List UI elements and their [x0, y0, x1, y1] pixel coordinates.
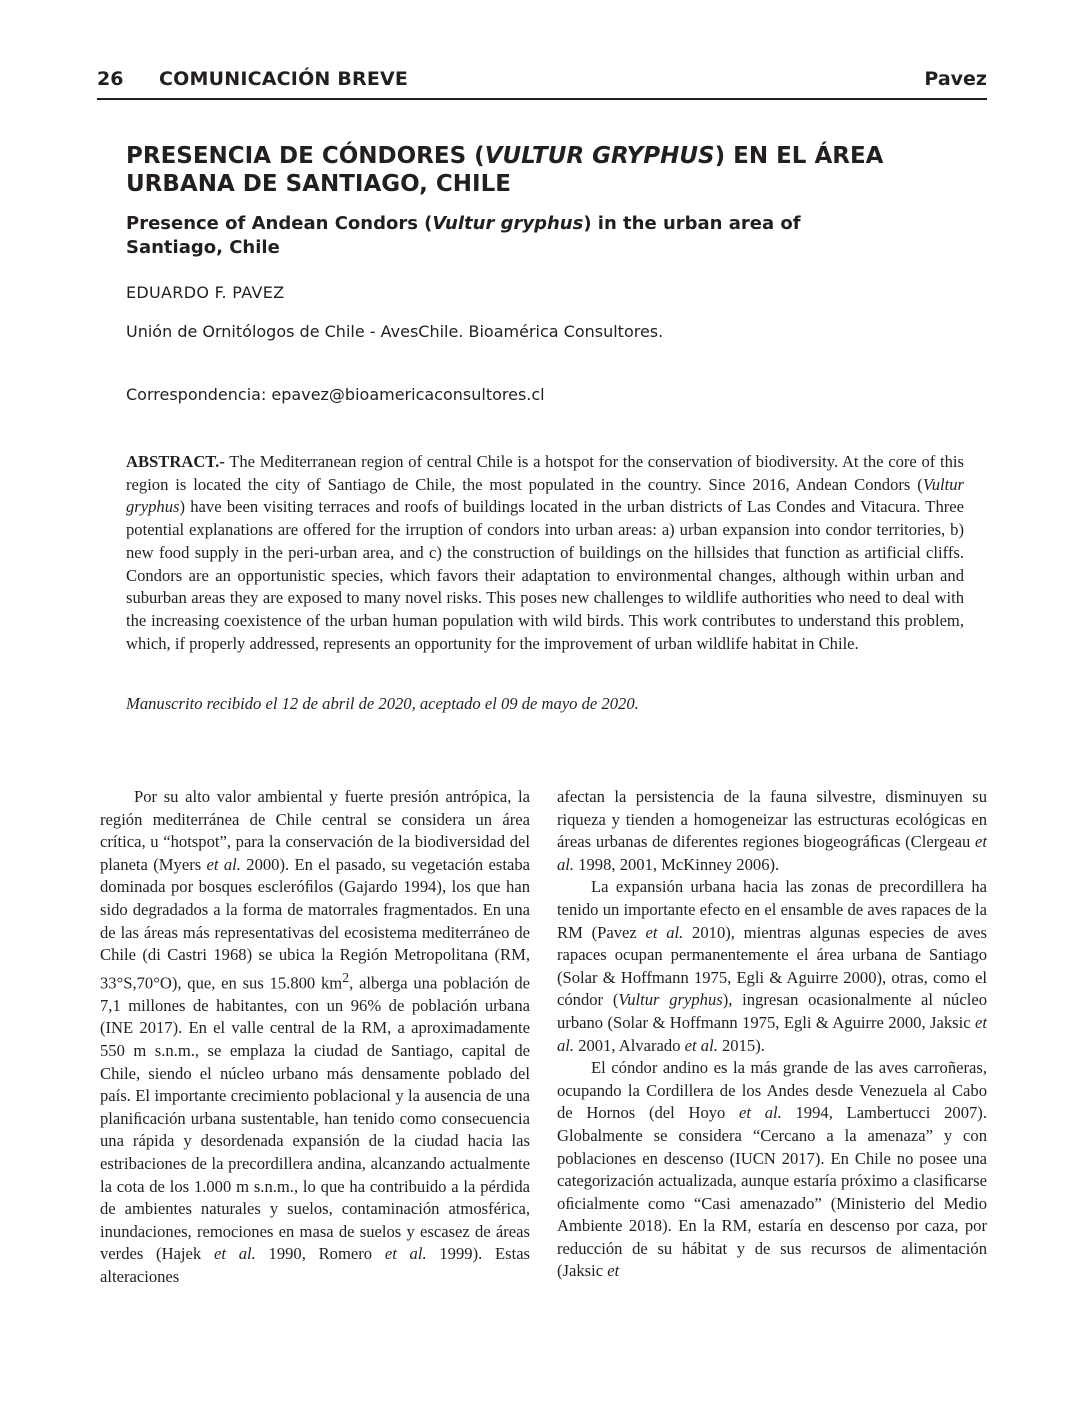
running-header: [97, 62, 987, 102]
abstract: [126, 451, 964, 655]
header-rule: [97, 98, 987, 100]
title-en-species: Vultur gryphus: [432, 213, 584, 234]
body-paragraph: [100, 786, 530, 1289]
section-name: COMUNICACIÓN BREVE: [159, 68, 409, 90]
text-run: 1998, 2001, McKinney 2006).: [574, 854, 780, 874]
abstract-species: Vultur gryphus: [126, 474, 964, 517]
title-es-part: ) EN EL ÁREA URBANA DE SANTIAGO, CHILE: [126, 143, 884, 197]
text-run: Por su alto valor ambiental y fuerte presión antrópica, la región mediterránea de Chile central se considera un área crítica, u “hotspot”, para la conservación de la biodiversidad del planeta (Myers: [100, 787, 530, 874]
body-paragraph: [557, 876, 987, 1057]
superscript: 2: [342, 969, 350, 985]
author-name: EDUARDO F. PAVEZ: [126, 283, 285, 302]
running-author: Pavez: [924, 68, 987, 90]
abstract-text: The Mediterranean region of central Chile is a hotspot for the conservation of biodiversity. At the core of this region is located the city of Santiago de Chile, the most populated in the country. Since 2016, Andean Condors (: [126, 452, 964, 494]
text-run: La expansión urbana hacia las zonas de precordillera ha tenido un importante efecto en el ensamble de aves rapaces de la RM (Pavez: [557, 877, 987, 942]
species-name: Vultur gryphus: [618, 990, 723, 1010]
abstract-label: ABSTRACT.-: [126, 452, 225, 471]
text-run: El cóndor andino es la más grande de las aves carroñeras, ocupando la Cordillera de los Andes desde Venezuela al Cabo de Hornos (del Hoyo: [557, 1058, 987, 1123]
et-al: et al.: [213, 1244, 256, 1264]
text-run: 2015).: [717, 1035, 765, 1055]
text-run: 1990, Romero: [255, 1244, 385, 1264]
et-al: et al.: [557, 1012, 987, 1055]
body-column-left: [100, 786, 530, 1289]
title-es-part: PRESENCIA DE CÓNDORES (: [126, 143, 485, 169]
correspondence-email: Correspondencia: epavez@bioamericaconsultores.cl: [126, 385, 545, 404]
et-al: et al.: [645, 922, 684, 942]
et-al: et al.: [739, 1103, 782, 1123]
text-run: 2000). En el pasado, su vegetación estaba dominada por bosques escleróﬁlos (Gajardo 1994), los que han sido degradados a la forma de matorrales fragmentados. En una de las áreas más representativas del ecosistema mediterráneo de Chile (di Castri 1968) se ubica la Región Metropolitana (RM, 33°S,70°O), que, en sus 15.800 km: [100, 854, 530, 993]
body-paragraph: [557, 1057, 987, 1283]
abstract-text: ) have been visiting terraces and roofs of buildings located in the urban districts of Las Condes and Vitacura. Three potential explanations are offered for the irruption of condors into urban areas: a) urban expansion into condor territories, b) new food supply in the peri-urban area, and c) the construction of buildings on the hillsides that function as artificial cliffs. Condors are an opportunistic species, which favors their adaptation to environmental changes, although within urban and suburban areas they are exposed to many novel risks. This poses new challenges to wildlife authorities who need to deal with the increasing coexistence of the urban human population with wild birds. This work contributes to understand this problem, which, if properly addressed, represents an opportunity for the improvement of urban wildlife habitat in Chile.: [126, 497, 964, 653]
text-run: 2010), mientras algunas especies de aves rapaces ocupan permanentemente el área urbana de Santiago (Solar & Hoffmann 1975, Egli & Aguirre 2000), otras, como el cóndor (: [557, 922, 987, 1010]
manuscript-dates: Manuscrito recibido el 12 de abril de 2020, aceptado el 09 de mayo de 2020.: [126, 694, 639, 713]
title-en-part: Presence of Andean Condors (: [126, 213, 433, 234]
text-run: , alberga una población de 7,1 millones de habitantes, con un 96% de población urbana (INE 2017). En el valle central de la RM, a aproximadamente 550 m s.n.m., se emplaza la ciudad de Santiago, capital de Chile, siendo el núcleo urbano más densamente poblado del país. El importante crecimiento poblacional y la ausencia de una planiﬁcación urbana sustentable, han tenido como consecuencia una rápida y desordenada expansión de la ciudad hacia las estribaciones de la precordillera andina, alcanzando actualmente la cota de los 1.000 m s.n.m., lo que ha contribuido a la pérdida de ambientes naturales y suelos, contaminación atmosférica, inundaciones, remociones en masa de suelos y escasez de áreas verdes (Hajek: [100, 973, 530, 1264]
text-run: afectan la persistencia de la fauna silvestre, disminuyen su riqueza y tienden a homogeneizar las estructuras ecológicas en áreas urbanas de diferentes regiones biogeográﬁcas (Clergeau: [557, 787, 987, 852]
body-paragraph: [557, 786, 987, 876]
title-en-part: ) in the urban area of Santiago, Chile: [126, 213, 801, 258]
body-column-right: [557, 786, 987, 1283]
article-title-english: [126, 212, 886, 260]
et-al: et al.: [206, 854, 241, 874]
et-al: et al.: [557, 832, 987, 874]
article-title-spanish: [126, 142, 946, 198]
text-run: 2001, Alvarado: [574, 1035, 685, 1055]
text-run: ), ingresan ocasionalmente al núcleo urbano (Solar & Hoffmann 1975, Egli & Aguirre 2000, Jaksic: [557, 990, 987, 1032]
et-al: et: [607, 1261, 620, 1281]
author-affiliation: Unión de Ornitólogos de Chile - AvesChile. Bioamérica Consultores.: [126, 322, 664, 341]
et-al: et al.: [684, 1035, 718, 1055]
text-run: 1994, Lambertucci 2007). Globalmente se considera “Cercano a la amenaza” y con poblaciones en descenso (IUCN 2017). En Chile no posee una categorización actualizada, aunque estaría próximo a clasiﬁcarse oﬁcialmente como “Casi amenazado” (Ministerio del Medio Ambiente 2018). En la RM, estaría en descenso por caza, por reducción de su hábitat y de sus recursos de alimentación (Jaksic: [557, 1103, 987, 1281]
text-run: 1999). Estas alteraciones: [100, 1244, 531, 1286]
page-number: 26: [97, 68, 124, 90]
title-es-species: VULTUR GRYPHUS: [484, 143, 715, 169]
et-al: et al.: [384, 1244, 427, 1264]
